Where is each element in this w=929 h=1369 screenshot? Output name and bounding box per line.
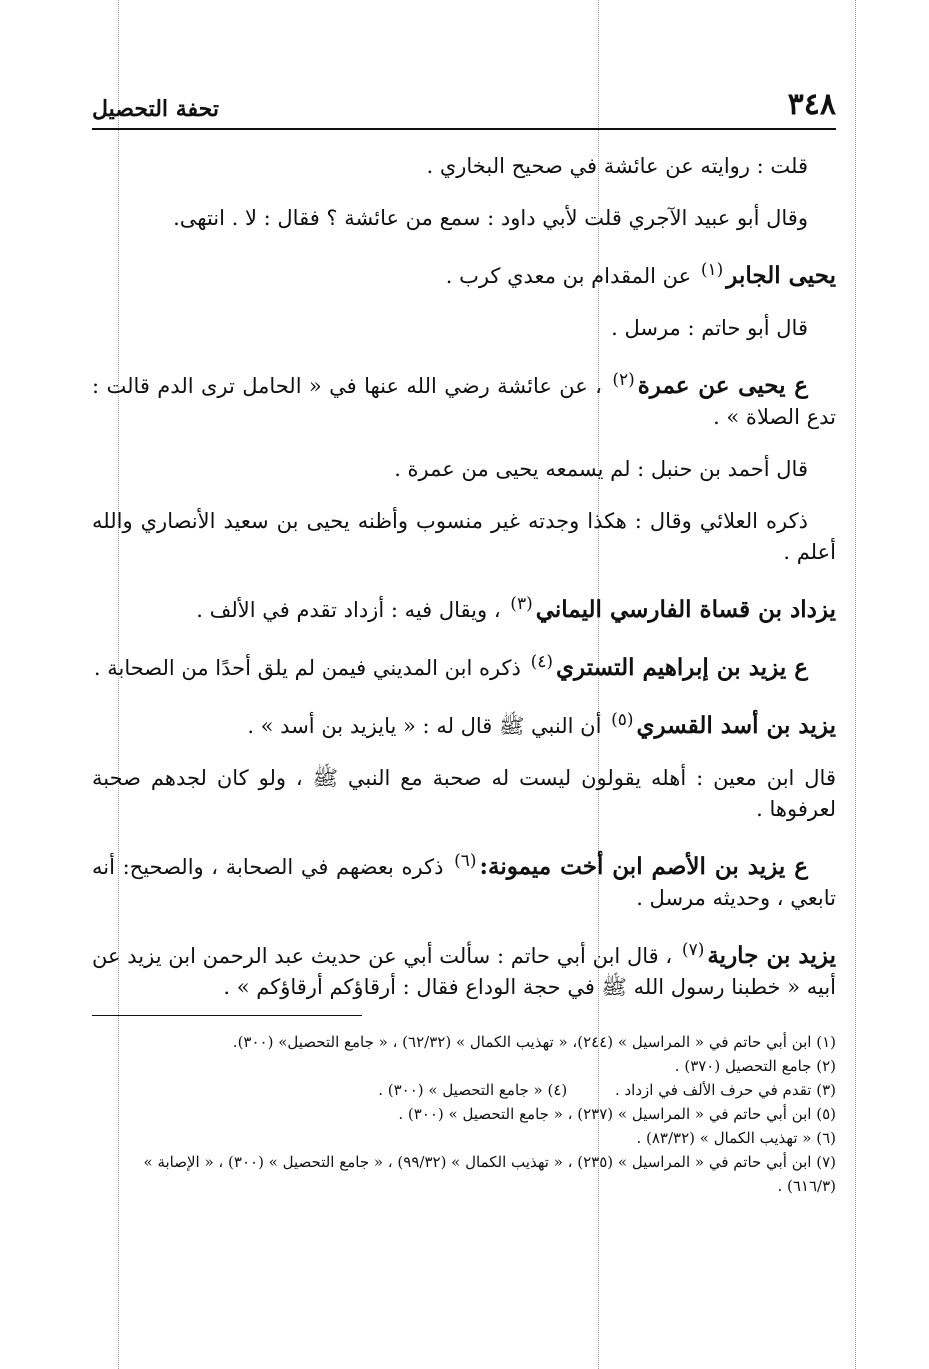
entry-paragraph: ع يزيد بن الأصم ابن أخت ميمونة:$^{(٦)}$ ذكره بعضهم في الصحابة ، والصحيح: أنه تابعي ، وحديثه مرسل . — [92, 851, 836, 910]
footnote: (١) ابن أبي حاتم في « المراسيل » (٢٤٤)، « تهذيب الكمال » (٦٢/٣٢) ، « جامع التحصيل» (٣٠٠). — [232, 1033, 836, 1051]
page-number: ٣٤٨ — [787, 87, 836, 122]
footnote: (٢) جامع التحصيل (٣٧٠) . — [674, 1057, 836, 1075]
paragraph: قال ابن معين : أهله يقولون ليست له صحبة مع النبي ﷺ ، ولو كان لجدهم صحبة لعرفوها . — [92, 766, 836, 821]
page-body — [92, 151, 836, 1003]
entry-name: ع يزيد بن إبراهيم التستري — [556, 654, 808, 681]
paragraph: ذكره العلائي وقال : هكذا وجدته غير منسوب وأظنه يحيى بن سعيد الأنصاري والله أعلم . — [92, 509, 836, 564]
footnotes — [92, 1030, 836, 1198]
paragraph: قلت : روايته عن عائشة في صحيح البخاري . — [426, 154, 808, 178]
running-title: تحفة التحصيل — [92, 96, 219, 122]
entry-paragraph: يزيد بن أسد القسري$^{(٥)}$ أن النبي ﷺ قال له : « يايزيد بن أسد » . — [247, 710, 836, 739]
entry-name: يزيد بن جارية — [707, 942, 836, 969]
footnote-ref: (٦) — [454, 851, 477, 871]
entry-name: يزداد بن قساة الفارسي اليماني — [535, 596, 836, 623]
entry-paragraph: ع يزيد بن إبراهيم التستري$^{(٤)}$ ذكره ابن المديني فيمن لم يلق أحدًا من الصحابة . — [93, 652, 808, 681]
footnote: (٣) تقدم في حرف الألف في ازداد . (٤) « جامع التحصيل » (٣٠٠) . — [378, 1081, 836, 1099]
entry-paragraph: يزداد بن قساة الفارسي اليماني$^{(٣)}$ ، ويقال فيه : أزداد تقدم في الألف . — [196, 594, 836, 623]
footnote-ref: (٥) — [611, 710, 634, 730]
paragraph: وقال أبو عبيد الآجري قلت لأبي داود : سمع من عائشة ؟ فقال : لا . انتهى. — [173, 206, 808, 230]
footnote: (٧) ابن أبي حاتم في « المراسيل » (٢٣٥) ، « تهذيب الكمال » (٩٩/٣٢) ، « جامع التحصيل » (٣٠٠) ، « الإصابة » (٦١٦/٣) . — [143, 1153, 836, 1195]
paragraph: قال أحمد بن حنبل : لم يسمعه يحيى من عمرة . — [394, 457, 808, 481]
paragraph: قال أبو حاتم : مرسل . — [611, 316, 808, 340]
entry-name: ع يزيد بن الأصم ابن أخت ميمونة: — [479, 853, 808, 880]
footnote-divider — [92, 1015, 362, 1016]
footnote-ref: (٤) — [530, 652, 554, 672]
entry-name: ع يحيى عن عمرة — [637, 372, 808, 399]
book-page — [92, 78, 836, 1198]
entry-name: يزيد بن أسد القسري — [636, 712, 836, 739]
footnote-ref: (٣) — [510, 594, 533, 614]
footnote-ref: (٧) — [681, 940, 705, 960]
footnote-ref: (٢) — [612, 370, 635, 390]
entry-name: يحيى الجابر — [726, 262, 836, 289]
entry-paragraph: ع يحيى عن عمرة$^{(٢)}$ ، عن عائشة رضي الله عنها في « الحامل ترى الدم قالت : تدع الصلاة » . — [92, 370, 836, 429]
footnote-ref: (١) — [700, 260, 724, 280]
entry-paragraph: يحيى الجابر$^{(١)}$ عن المقدام بن معدي كرب . — [445, 260, 836, 289]
entry-paragraph: يزيد بن جارية$^{(٧)}$ ، قال ابن أبي حاتم : سألت أبي عن حديث عبد الرحمن ابن يزيد عن أبيه « خطبنا رسول الله ﷺ في حجة الوداع فقال : أرقاؤكم أرقاؤكم » . — [92, 940, 836, 999]
footnote: (٥) ابن أبي حاتم في « المراسيل » (٢٣٧) ، « جامع التحصيل » (٣٠٠) . — [398, 1105, 836, 1123]
footnote: (٦) « تهذيب الكمال » (٨٣/٣٢) . — [636, 1129, 836, 1147]
page-header — [92, 78, 836, 130]
scan-fold-line-right — [855, 0, 856, 1369]
